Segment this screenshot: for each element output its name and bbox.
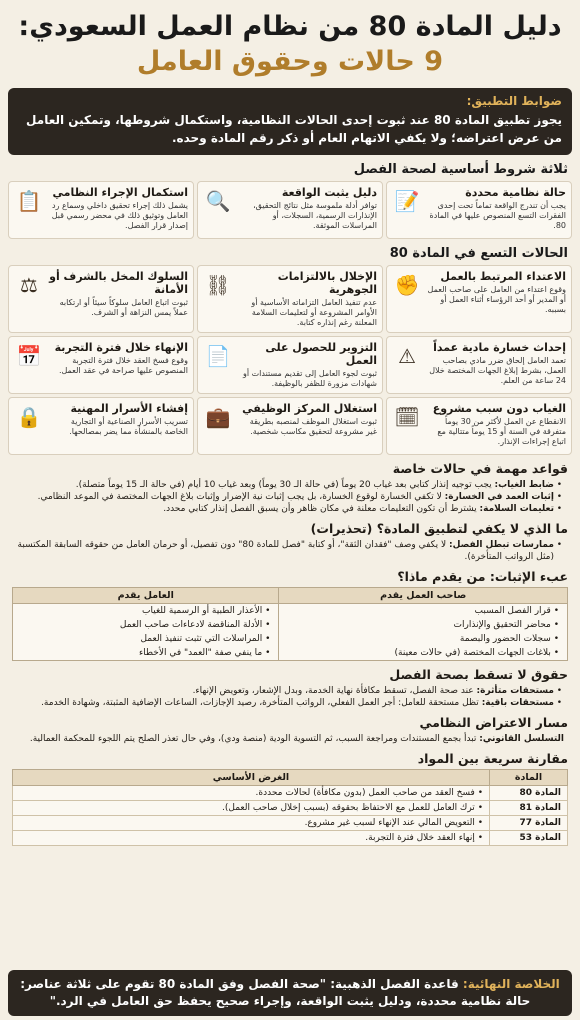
- objection-text-line: [12, 733, 568, 745]
- condition-card-description: يجب أن تندرج الواقعة تماماً تحت إحدى الفقرات التسع المنصوص عليها في المادة 80.: [429, 201, 566, 230]
- purpose-cell: • ترك العامل للعمل مع الاحتفاظ بحقوقه (بسبب إخلال صاحب العمل).: [13, 801, 490, 816]
- case-card: [197, 265, 383, 333]
- condition-card: [8, 181, 194, 239]
- warnings-section: [12, 521, 568, 563]
- list-item-label: ضابط الغياب:: [494, 480, 554, 490]
- case-card-title: استغلال المركز الوظيفي: [242, 402, 377, 415]
- case-card-description: تسريب الأسرار الصناعية أو التجارية الخاصة بالمنشأة مما يضر بمصالحها.: [69, 417, 188, 436]
- case-card: [386, 265, 572, 333]
- case-card-description: وقوع فسخ العقد خلال فترة التجربة المنصوص عليها صراحة في عقد العمل.: [58, 356, 188, 375]
- worker-cell: • الأدلة المناقضة لادعاءات صاحب العمل: [13, 618, 279, 632]
- table-row: [13, 786, 568, 801]
- article-cell: المادة 77: [490, 816, 568, 831]
- evidence-search-icon: 🔍: [205, 189, 231, 213]
- list-item: [12, 491, 562, 503]
- case-card-title: إفشاء الأسرار المهنية: [70, 402, 188, 415]
- condition-card: [386, 181, 572, 239]
- broken-chain-icon: ⛓: [205, 273, 231, 297]
- list-item-text: يجب توجيه إنذار كتابي بعد غياب 20 يوماً (في حالة الـ 30 يوماً) وبعد غياب 10 أيام (في حالة الـ 15 يوماً متصلة).: [75, 480, 492, 490]
- table-row: [13, 816, 568, 831]
- condition-card-title: دليل يثبت الواقعة: [281, 186, 377, 199]
- worker-cell: • المراسلات التي تثبت تنفيذ العمل: [13, 632, 279, 646]
- list-item: [12, 539, 562, 563]
- conclusion-label: الخلاصة النهائية:: [462, 977, 560, 991]
- case-card-text: [49, 341, 188, 376]
- case-card-text: [427, 402, 566, 447]
- conditions-grid: [8, 181, 572, 239]
- list-item-label: مستحقات متأثرة:: [476, 686, 554, 696]
- title-line-1: دليل المادة 80 من نظام العمل السعودي:: [18, 11, 562, 42]
- fist-icon: ✊: [394, 273, 420, 297]
- case-card-title: التزوير للحصول على العمل: [265, 341, 377, 367]
- article-cell: المادة 53: [490, 831, 568, 846]
- case-card: [8, 397, 194, 455]
- case-card-text: [49, 402, 188, 437]
- case-card-text: [238, 402, 377, 437]
- rules-body: يجوز تطبيق المادة 80 عند ثبوت إحدى الحالات النظامية، واستكمال شروطها، وتمكين العامل من عرض اعتراضه؛ ولا يكفي الاتهام العام أو ذكر رقم المادة وحده.: [26, 113, 562, 145]
- article-column-header: المادة: [490, 770, 568, 786]
- objection-label: التسلسل القانوني:: [479, 734, 564, 744]
- objection-text: تبدأ بجمع المستندات ومراجعة السبب، ثم التسوية الودية (منصة ودي)، وفي حال تعذر الصلح يتم اللجوء للمحكمة العمالية.: [29, 734, 477, 744]
- table-row: [13, 831, 568, 846]
- case-card: [197, 336, 383, 394]
- special-rules-list: [12, 479, 568, 515]
- case-card: [8, 336, 194, 394]
- rules-heading: ضوابط التطبيق:: [466, 94, 562, 108]
- case-card: [386, 397, 572, 455]
- case-card-title: الغياب دون سبب مشروع: [432, 402, 566, 415]
- conclusion-text: قاعدة الفصل الذهبية: "صحة الفصل وفق المادة 80 تقوم على ثلاثة عناصر: حالة نظامية محددة، ودليل يثبت الواقعة، وإجراء صحيح يحفظ حق العامل في الرد.": [20, 977, 531, 1008]
- case-card-title: إحداث خسارة مادية عمداً: [433, 341, 566, 354]
- case-card: [8, 265, 194, 333]
- comparison-table: [12, 769, 568, 846]
- list-item: [12, 479, 562, 491]
- condition-card-text: [238, 186, 377, 231]
- table-row: [13, 618, 568, 632]
- rights-title: حقوق لا تسقط بصحة الفصل: [389, 667, 568, 682]
- purpose-cell: • التعويض المالي عند الإنهاء لسبب غير مشروع.: [13, 816, 490, 831]
- list-item-text: تظل مستحقة للعامل: أجر العمل الفعلي، الرواتب المتأخرة، رصيد الإجازات، الساعات الإضافية المثبتة، وشهادة الخدمة.: [41, 698, 479, 708]
- worker-column-header: العامل يقدم: [13, 588, 279, 604]
- case-card-text: [49, 270, 188, 318]
- case-card-text: [427, 341, 566, 386]
- list-item-label: ممارسات تبطل الفصل:: [448, 540, 554, 550]
- cases-grid: [8, 265, 572, 455]
- case-card-text: [238, 270, 377, 328]
- gavel-icon: ⚖: [20, 273, 38, 297]
- case-card: [386, 336, 572, 394]
- burden-of-proof-table: [12, 587, 568, 661]
- purpose-column-header: الغرض الأساسي: [13, 770, 490, 786]
- list-item-text: لا يكفي وصف "فقدان الثقة"، أو كتابة "فصل للمادة 80" دون تفصيل، أو حرمان العامل من حقوقه السابقة المكتسبة (مثل الرواتب المتأخرة).: [17, 540, 554, 562]
- case-card-description: ثبوت اتباع العامل سلوكاً سيئاً أو ارتكابه عملاً يمس النزاهة أو الشرف.: [59, 298, 188, 317]
- table-row: [13, 801, 568, 816]
- table-row: [13, 604, 568, 619]
- condition-card-title: حالة نظامية محددة: [465, 186, 566, 199]
- condition-card-title: استكمال الإجراء النظامي: [52, 186, 188, 199]
- worker-cell: • ما ينفي صفة "العمد" في الأخطاء: [13, 646, 279, 661]
- case-card-text: [238, 341, 377, 389]
- employer-cell: • بلاغات الجهات المختصة (في حالات معينة): [279, 646, 568, 661]
- warning-icon: ⚠: [398, 344, 416, 368]
- comparison-section: [12, 751, 568, 846]
- employer-cell: • سجلات الحضور والبصمة: [279, 632, 568, 646]
- employer-cell: • قرار الفصل المسبب: [279, 604, 568, 619]
- case-card-text: [427, 270, 566, 315]
- list-item-text: يشترط أن تكون التعليمات معلنة في مكان ظاهر وأن يسبق الفصل إنذار كتابي محدد.: [163, 504, 477, 514]
- list-item: [12, 697, 562, 709]
- case-card-description: عدم تنفيذ العامل التزاماته الأساسية أو الأوامر المشروعة أو لتعليمات السلامة المعلنة رغم إنذاره كتابة.: [251, 298, 377, 327]
- case-card-description: ثبوت لجوء العامل إلى تقديم مستندات أو شهادات مزورة للظفر بالوظيفة.: [243, 369, 377, 388]
- case-card-description: وقوع اعتداء من العامل على صاحب العمل أو المدير أو أحد الرؤساء أثناء العمل أو بسببه.: [427, 285, 566, 314]
- title-line-2: 9 حالات وحقوق العامل: [136, 46, 444, 77]
- list-item-label: تعليمات السلامة:: [479, 504, 554, 514]
- list-item: [12, 685, 562, 697]
- condition-card-text: [49, 186, 188, 231]
- list-item-text: عند صحة الفصل، تسقط مكافأة نهاية الخدمة، وبدل الإشعار، وتعويض الإنهاء.: [192, 686, 474, 696]
- conclusion-box: [8, 970, 572, 1016]
- condition-card-text: [427, 186, 566, 231]
- employer-cell: • محاضر التحقيق والإنذارات: [279, 618, 568, 632]
- table-row: [13, 646, 568, 661]
- document-pen-icon: 📝: [394, 189, 420, 213]
- purpose-cell: • فسخ العقد من صاحب العمل (بدون مكافأة) لحالات محددة.: [13, 786, 490, 801]
- special-rules-title: قواعد مهمة في حالات خاصة: [392, 461, 568, 476]
- burden-of-proof-title: عبء الإثبات: من يقدم ماذا؟: [397, 569, 568, 584]
- case-card-title: الإخلال بالالتزامات الجوهرية: [277, 270, 377, 296]
- rights-list: [12, 685, 568, 709]
- procedure-file-icon: 📋: [16, 189, 42, 213]
- condition-card-description: توافر أدلة ملموسة مثل نتائج التحقيق، الإنذارات الرسمية، السجلات، أو المراسلات الموثقة.: [253, 201, 377, 230]
- burden-of-proof-section: [12, 569, 568, 661]
- comparison-title: مقارنة سريعة بين المواد: [417, 751, 568, 766]
- list-item: [12, 503, 562, 515]
- page-title: [8, 0, 572, 80]
- calendar-absence-icon: 🗓: [394, 405, 420, 429]
- cases-title: الحالات التسع في المادة 80: [389, 246, 568, 261]
- article-cell: المادة 81: [490, 801, 568, 816]
- objection-title: مسار الاعتراض النظامي: [419, 715, 568, 730]
- case-card-title: الإنهاء خلال فترة التجربة: [54, 341, 188, 354]
- purpose-cell: • إنهاء العقد خلال فترة التجربة.: [13, 831, 490, 846]
- condition-card: [197, 181, 383, 239]
- case-card-description: تعمد العامل إلحاق ضرر مادي بصاحب العمل، بشرط إبلاغ الجهات المختصة خلال 24 ساعة من العلم.: [429, 356, 566, 385]
- application-rules-box: [8, 88, 572, 155]
- worker-cell: • الأعذار الطبية أو الرسمية للغياب: [13, 604, 279, 619]
- case-card-title: الاعتداء المرتبط بالعمل: [440, 270, 566, 283]
- table-row: [13, 632, 568, 646]
- rights-section: [12, 667, 568, 709]
- special-rules-section: [12, 461, 568, 515]
- employer-column-header: صاحب العمل يقدم: [279, 588, 568, 604]
- warnings-title: ما الذي لا يكفي لتطبيق المادة؟ (تحذيرات): [310, 521, 568, 536]
- warnings-list: [12, 539, 568, 563]
- case-card: [197, 397, 383, 455]
- lock-icon: 🔒: [16, 405, 42, 429]
- list-item-text: لا تكفي الخسارة لوقوع الخسارة، بل يجب إثبات نية الإضرار وإثبات بلاغ الجهات المختصة في الموعد النظامي.: [37, 492, 442, 502]
- objection-section: [12, 715, 568, 745]
- list-item-label: إثبات العمد في الخسارة:: [444, 492, 554, 502]
- briefcase-icon: 💼: [205, 405, 231, 429]
- calendar-x-icon: 📅: [16, 344, 42, 368]
- conditions-title: ثلاثة شروط أساسية لصحة الفصل: [353, 162, 568, 177]
- forged-document-icon: 📄: [205, 344, 231, 368]
- list-item-label: مستحقات باقية:: [481, 698, 554, 708]
- case-card-description: الانقطاع عن العمل لأكثر من 30 يوماً متفرقة في السنة أو 15 يوماً متتالية مع اتباع إجراءات الإنذار.: [437, 417, 566, 446]
- case-card-title: السلوك المخل بالشرف أو الأمانة: [49, 270, 188, 296]
- case-card-description: ثبوت استغلال الموظف لمنصبه بطريقة غير مشروعة لتحقيق مكاسب شخصية.: [249, 417, 377, 436]
- condition-card-description: يشمل ذلك إجراء تحقيق داخلي وسماع رد العامل وتوثيق ذلك في محضر رسمي قبل إصدار قرار الفصل.: [51, 201, 188, 230]
- article-cell: المادة 80: [490, 786, 568, 801]
